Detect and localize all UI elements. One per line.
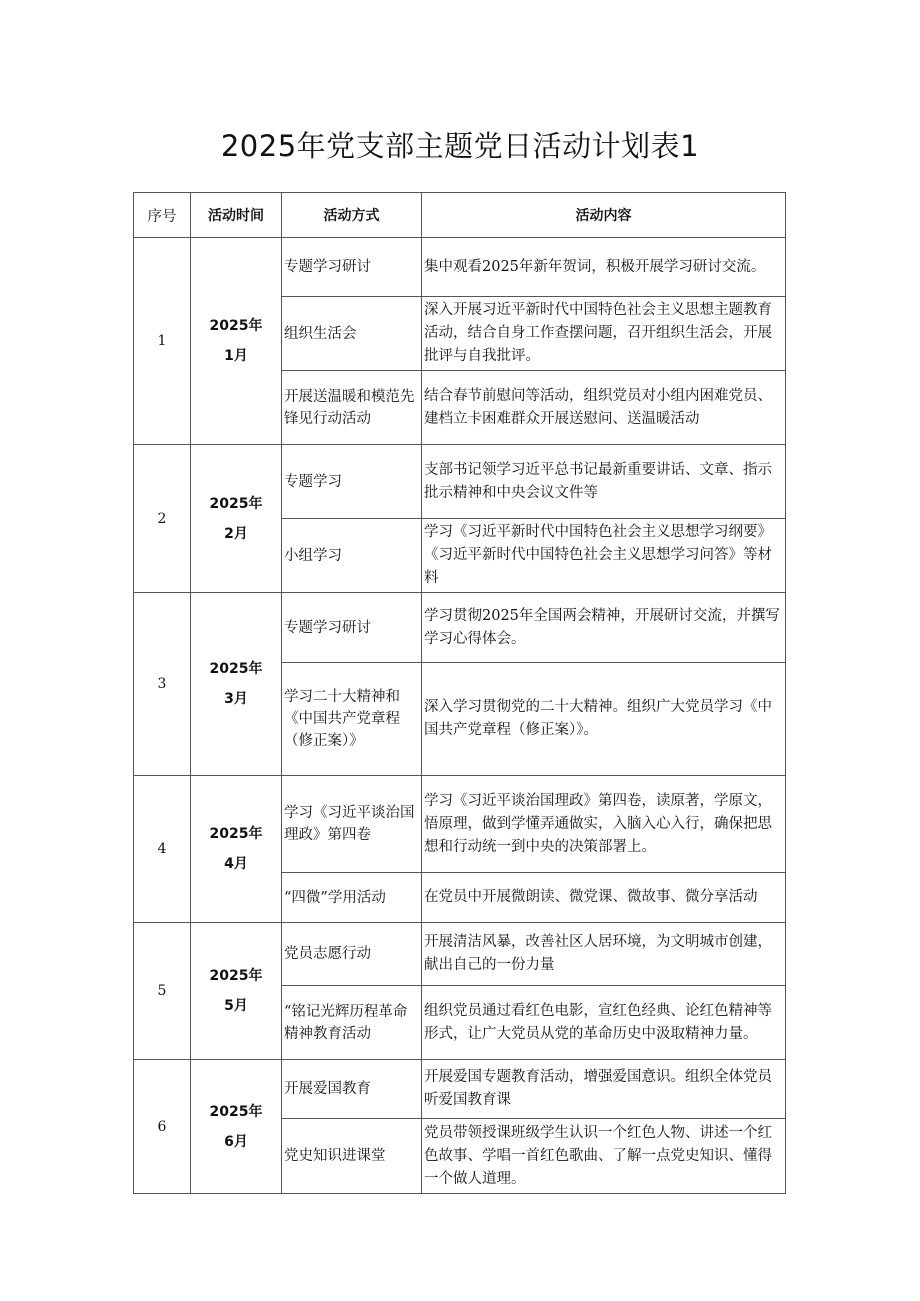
content-cell: 学习《习近平谈治国理政》第四卷，读原著，学原文，悟原理，做到学懂弄通做实，入脑入心入行，确保把思想和行动统一到中央的决策部署上。 [422,776,786,873]
table-header-row [134,193,786,238]
page-title: 2025年党支部主题党日活动计划表1 [220,129,700,163]
method-cell: “四微”学用活动 [282,873,422,923]
time-year: 2025年 [209,318,263,334]
time-cell [191,1060,282,1194]
time-year: 2025年 [209,661,263,677]
method-cell: 专题学习研讨 [282,593,422,663]
content-cell: 深入开展习近平新时代中国特色社会主义思想主题教育活动，结合自身工作查摆问题，召开组织生活会，开展批评与自我批评。 [422,297,786,371]
content-cell: 开展爱国专题教育活动，增强爱国意识。组织全体党员听爱国教育课 [422,1060,786,1119]
method-cell: 党史知识进课堂 [282,1119,422,1194]
content-cell: 组织党员通过看红色电影，宣红色经典、论红色精神等形式，让广大党员从党的革命历史中汲取精神力量。 [422,986,786,1060]
time-year: 2025年 [209,826,263,842]
time-month: 5月 [224,998,248,1014]
time-month: 3月 [224,691,248,707]
table-row [134,445,786,519]
time-month: 6月 [224,1133,248,1150]
header-content: 活动内容 [422,193,786,238]
time-month: 4月 [224,856,248,872]
table-row [134,923,786,986]
content-cell: 开展清洁风暴，改善社区人居环境，为文明城市创建，献出自己的一份力量 [422,923,786,986]
seq-cell: 3 [134,593,191,776]
time-year: 2025年 [209,968,263,984]
seq-cell: 4 [134,776,191,923]
table-row [134,776,786,873]
seq-cell: 5 [134,923,191,1060]
time-cell [191,923,282,1060]
method-cell: 专题学习 [282,445,422,519]
content-cell: 学习《习近平新时代中国特色社会主义思想学习纲要》《习近平新时代中国特色社会主义思想学习问答》等材料 [422,519,786,593]
time-month: 2月 [224,525,248,542]
header-method: 活动方式 [282,193,422,238]
method-cell: “铭记光辉历程革命精神教育活动 [282,986,422,1060]
time-year: 2025年 [209,1103,263,1120]
method-cell: 专题学习研讨 [282,238,422,297]
table-row [134,1060,786,1119]
time-cell [191,593,282,776]
content-cell: 学习贯彻2025年全国两会精神，开展研讨交流，并撰写学习心得体会。 [422,593,786,663]
method-cell: 开展爱国教育 [282,1060,422,1119]
seq-cell: 1 [134,238,191,445]
content-cell: 深入学习贯彻党的二十大精神。组织广大党员学习《中国共产党章程（修正案）》。 [422,663,786,776]
seq-cell: 6 [134,1060,191,1194]
header-seq: 序号 [134,193,191,238]
header-time: 活动时间 [191,193,282,238]
method-cell: 学习《习近平谈治国理政》第四卷 [282,776,422,873]
time-year: 2025年 [209,495,263,512]
table-row [134,238,786,297]
method-cell: 小组学习 [282,519,422,593]
activity-plan-table [133,192,786,1194]
time-cell [191,776,282,923]
content-cell: 结合春节前慰问等活动，组织党员对小组内困难党员、建档立卡困难群众开展送慰问、送温暖活动 [422,371,786,445]
method-cell: 开展送温暖和模范先锋见行动活动 [282,371,422,445]
method-cell: 党员志愿行动 [282,923,422,986]
method-cell: 学习二十大精神和《中国共产党章程（修正案）》 [282,663,422,776]
content-cell: 党员带领授课班级学生认识一个红色人物、讲述一个红色故事、学唱一首红色歌曲、了解一点党史知识、懂得一个做人道理。 [422,1119,786,1194]
time-cell [191,238,282,445]
seq-cell: 2 [134,445,191,593]
content-cell: 集中观看2025年新年贺词，积极开展学习研讨交流。 [422,238,786,297]
time-cell [191,445,282,593]
content-cell: 在党员中开展微朗读、微党课、微故事、微分享活动 [422,873,786,923]
method-cell: 组织生活会 [282,297,422,371]
content-cell: 支部书记领学习近平总书记最新重要讲话、文章、指示批示精神和中央会议文件等 [422,445,786,519]
table-row [134,593,786,663]
time-month: 1月 [224,348,248,364]
